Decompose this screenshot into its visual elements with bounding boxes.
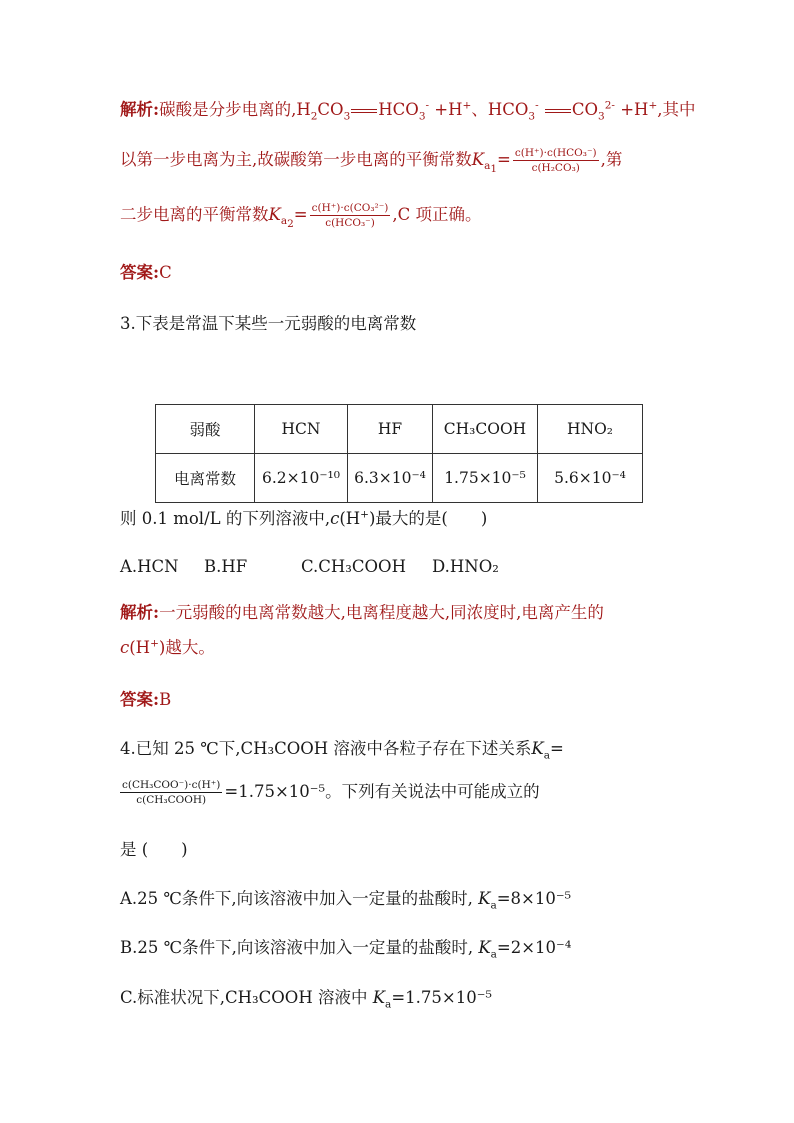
- ka1-fraction: $\frac{\text{c(H⁺)·c(HCO₃⁻)}}{\text{c(H₂CO₃)}}$: [514, 147, 597, 174]
- table-cell: 6.3×10⁻⁴: [348, 454, 433, 503]
- table-row: [156, 405, 643, 454]
- question-4-stem: 4.已知 25 ℃下,CH₃COOH 溶液中各粒子存在下述关系$K_a=$: [120, 739, 564, 762]
- analysis-1-line-1: [120, 99, 696, 121]
- analysis-label: 解析:: [120, 603, 160, 622]
- analysis-1-line-2: 以第一步电离为主,故碳酸第一步电离的平衡常数$K_{a_1}=$ $\frac{\text{c(H⁺)·c(HCO₃⁻)}}{\text{c(H₂CO₃)}}$ ,第: [120, 147, 623, 176]
- answer-value: B: [159, 690, 172, 709]
- analysis-text: 以第一步电离为主,故碳酸第一步电离的平衡常数: [120, 150, 472, 169]
- option-a[interactable]: A.HCN: [120, 557, 179, 576]
- analysis-2-line-1: 解析:一元弱酸的电离常数越大,电离程度越大,同浓度时,电离产生的: [120, 603, 604, 622]
- table-cell: HF: [348, 405, 433, 454]
- question-4-option-b[interactable]: B.25 ℃条件下,向该溶液中加入一定量的盐酸时, $K_a=2\times 10^{-4}$: [120, 938, 572, 961]
- ka1-symbol: K: [471, 150, 485, 169]
- question-3-options: [120, 556, 499, 578]
- question-4-option-c[interactable]: C.标准状况下,CH₃COOH 溶液中 $K_a=1.75\times 10^{-5}$: [120, 988, 493, 1011]
- table-row: [156, 454, 643, 503]
- table-cell: HCN: [255, 405, 348, 454]
- option-b[interactable]: B.HF: [204, 557, 248, 576]
- analysis-2-line-2: c(H+)越大。: [120, 637, 215, 657]
- ka-fraction: $\frac{\text{c(CH₃COO⁻)·c(H⁺)}}{\text{c(CH₃COOH)}}$: [122, 779, 221, 806]
- analysis-1-line-3: 二步电离的平衡常数$K_{a_2}=$ $\frac{\text{c(H⁺)·c(CO₃²⁻)}}{\text{c(HCO₃⁻)}}$ ,C 项正确。: [120, 202, 482, 231]
- option-d[interactable]: D.HNO₂: [432, 557, 499, 576]
- table-header-cell: 弱酸: [156, 405, 255, 454]
- answer-2: [120, 689, 171, 711]
- equilibrium-arrow-icon: [545, 107, 571, 115]
- question-4-stem-end: 是 ( ): [120, 840, 188, 859]
- question-4-option-a[interactable]: A.25 ℃条件下,向该溶液中加入一定量的盐酸时, $K_a=8\times 10^{-5}$: [120, 889, 572, 912]
- answer-label: 答案:: [120, 263, 160, 282]
- table-cell: 1.75×10⁻⁵: [433, 454, 538, 503]
- answer-value: C: [159, 263, 172, 282]
- question-3-prompt: 则 0.1 mol/L 的下列溶液中,c(H+)最大的是( ): [120, 508, 488, 528]
- question-4-formula: $\frac{\text{c(CH₃COO⁻)·c(H⁺)}}{\text{c(CH₃COOH)}}$ =1.75×10⁻⁵。下列有关说法中可能成立的: [122, 779, 540, 806]
- table-cell: 6.2×10⁻¹⁰: [255, 454, 348, 503]
- table-cell: HNO₂: [538, 405, 643, 454]
- answer-1: [120, 262, 172, 284]
- table-cell: 5.6×10⁻⁴: [538, 454, 643, 503]
- table-cell: CH₃COOH: [433, 405, 538, 454]
- ka2-symbol: K: [268, 205, 281, 224]
- analysis-text: 碳酸是分步电离的,: [159, 100, 297, 119]
- table-header-cell: 电离常数: [156, 454, 255, 503]
- equilibrium-arrow-icon: [351, 107, 377, 115]
- analysis-text: 二步电离的平衡常数: [120, 205, 269, 224]
- answer-label: 答案:: [120, 690, 160, 709]
- question-3-stem: 3.下表是常温下某些一元弱酸的电离常数: [120, 314, 417, 333]
- equation-1: $H_2CO_3$ $HCO_3^- +H^+$、$HCO_3^-$ $CO_3^{2-} +H^+$,其中: [296, 99, 696, 123]
- analysis-label: 解析:: [120, 100, 160, 119]
- ionization-constant-table: [155, 404, 643, 503]
- ka2-fraction: $\frac{\text{c(H⁺)·c(CO₃²⁻)}}{\text{c(HCO₃⁻)}}$: [311, 202, 389, 229]
- option-c[interactable]: C.CH₃COOH: [301, 557, 406, 576]
